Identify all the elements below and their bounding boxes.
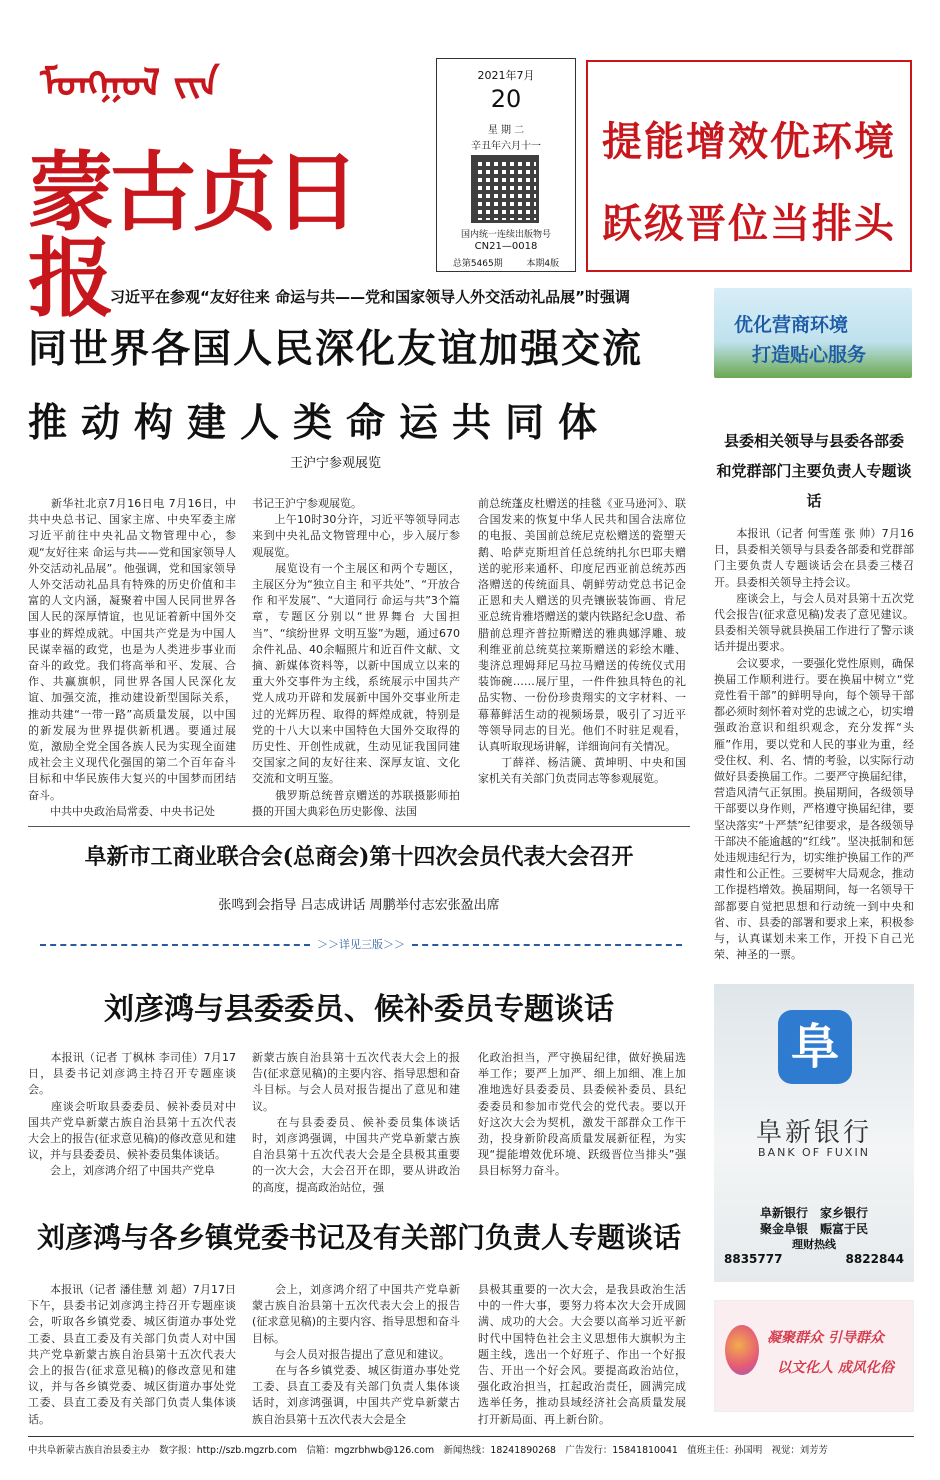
cn-number: CN21—0018	[474, 241, 538, 252]
date-day: 20	[490, 85, 522, 113]
story3-column-1: 本报讯（记者 丁枫林 李司佳）7月17日，县委书记刘彦鸿主持召开专题座谈会。 座谈会听取县委委员、候补委员对中国共产党阜新蒙古族自治县第十五次代表大会上的报告(征求意见稿)的修改意见和建议，并与县委委员、候补委员集体谈话。 会上，刘彦鸿介绍了中国共产党阜	[28, 1051, 236, 1178]
business-env-banner	[714, 288, 912, 378]
story4-column-2: 会上，刘彦鸿介绍了中国共产党阜新蒙古族自治县第十五次代表大会上的报告(征求意见稿)的主要内容、指导思想和奋斗目标。 与会人员对报告提出了意见和建议。 在与各乡镇党委、城区街道办事处党工委、县直工委及有关部门负责人集体谈话时，刘彦鸿强调，中国共产党阜新蒙古族自治县第十五次代表大会是全	[252, 1283, 460, 1426]
page-count: 本期4版	[526, 259, 560, 269]
slogan-box	[586, 60, 912, 272]
qr-code-icon	[471, 155, 539, 223]
bank-phone-2: 8822844	[845, 1252, 904, 1266]
issue-number: 总第5465期	[452, 259, 503, 269]
masthead-title: 蒙古贞日报	[28, 142, 356, 329]
sidebar-headline-1: 县委相关领导与县委各部委	[723, 432, 904, 450]
story2-headline: 阜新市工商业联合会(总商会)第十四次会员代表大会召开	[84, 844, 634, 870]
divider	[40, 944, 310, 946]
slogan-line-1: 提能增效优环境	[602, 118, 896, 165]
date-weekday: 星 期 二	[487, 125, 525, 136]
lead-headline-1: 同世界各国人民深化友谊加强交流	[28, 327, 644, 372]
banner-line-2: 打造贴心服务	[752, 344, 867, 366]
civic-slogan-2: 以文化人 成风化俗	[777, 1360, 894, 1376]
masthead-mongolian: ᠮᠣᠩᠭᠣᠯ ᠵᠢᠨ	[40, 60, 220, 105]
story3-headline: 刘彦鸿与县委委员、候补委员专题谈话	[104, 992, 614, 1027]
divider	[28, 826, 690, 827]
bank-phone-1: 8835777	[724, 1252, 783, 1266]
bank-hotline-label: 理财热线	[792, 1238, 836, 1251]
story4-headline: 刘彦鸿与各乡镇党委书记及有关部门负责人专题谈话	[36, 1221, 681, 1254]
lead-kicker: 习近平在参观“友好往来 命运与共——党和国家领导人外交活动礼品展”时强调	[110, 288, 630, 306]
issn-label: 国内统一连续出版物号	[460, 230, 551, 240]
divider	[412, 944, 682, 946]
bank-name: 阜新银行	[755, 1118, 872, 1148]
story2-subhead: 张鸣到会指导 吕志成讲话 周鹏举付志宏张盈出席	[218, 898, 500, 913]
footer-divider	[28, 1436, 914, 1437]
slogan-line-2: 跃级晋位当排头	[602, 200, 896, 247]
lead-headline-2: 推动构建人类命运共同体	[28, 401, 612, 446]
bank-hotlines	[724, 1252, 904, 1266]
date-year-month: 2021年7月	[477, 69, 535, 82]
lead-column-3: 前总统蓬皮杜赠送的挂毯《亚马逊河》、联合国发来的恢复中华人民共和国合法席位的电报、美国前总统尼克松赠送的瓷塑天鹅、哈萨克斯坦首任总统纳扎尔巴耶夫赠送的驼形来通杯、印度尼西亚前总统苏西洛赠送的传统面具、朝鲜劳动党总书记金正恩和夫人赠送的贝壳镶嵌装饰画、肯尼亚总统肯雅塔赠送的蒙内铁路纪念U盘、希腊前总理齐普拉斯赠送的雅典娜浮雕、玻利维亚前总统莫拉莱斯赠送的彩绘木雕、斐济总理姆拜尼马拉马赠送的传统仪式用装饰碗……展厅里，一件件独具特色的礼品实物、一份份珍贵翔实的文字材料、一幕幕鲜活生动的视频场景，吸引了习近平等领导同志的目光。他们不时驻足观看，认真听取现场讲解，详细询问有关情况。 丁薛祥、杨洁篪、黄坤明、中央和国家机关有关部门负责同志等参观展览。	[478, 497, 686, 786]
civic-slogan-1: 凝聚群众 引导群众	[767, 1330, 884, 1346]
issue-info	[441, 256, 571, 269]
sidebar-headline	[714, 426, 914, 516]
lead-subhead: 王沪宁参观展览	[290, 456, 382, 471]
civic-logo-icon	[725, 1325, 759, 1375]
see-page-three-link[interactable]: ＞＞详见三版＞＞	[317, 938, 405, 951]
story4-column-1: 本报讯（记者 潘佳慧 刘 超）7月17日下午，县委书记刘彦鸿主持召开专题座谈会，听取各乡镇党委、城区街道办事处党工委、县直工委及有关部门负责人对中国共产党阜新蒙古族自治县第十五次代表大会上的报告(征求意见稿)的修改意见和建议，并与各乡镇党委、城区街道办事处党工委、县直工委及有关部门负责人集体谈话。	[28, 1283, 236, 1426]
bank-tagline-1: 阜新银行 家乡银行	[759, 1206, 868, 1220]
bank-tagline-2: 聚金阜银 赈富于民	[759, 1222, 868, 1236]
civic-advertisement	[714, 1300, 914, 1412]
bank-advertisement	[714, 984, 914, 1282]
date-lunar: 辛丑年六月十一	[471, 141, 541, 152]
bank-logo-icon: 阜	[778, 1010, 852, 1084]
sidebar-body: 本报讯（记者 何雪莲 张 帅）7月16日，县委相关领导与县委各部委和党群部门主要负责人专题谈话会在县委三楼召开。县委相关领导主持会议。 座谈会上，与会人员对县第十五次党代会报告(征求意见稿)发表了意见建议。县委相关领导就县换届工作进行了警示谈话并提出要求。 会议要求，一要强化党性原则，确保换届工作顺利进行。要在换届中树立“党竞性看干部”的鲜明导向，每个领导干部都必须时刻怀着对党的忠诚之心，切实增强政治意识和组织观念，充分发挥“头雁”作用，要以党和人民的事业为重，经受住权、利、名、情的考验，以实际行动做好县委换届工作。二要严守换届纪律，营造风清气正氛围。换届期间，各级领导干部要以身作则，严格遵守换届纪律，要坚决落实“十严禁”纪律要求，是各级领导干部决不能逾越的“红线”。坚决抵制和惩处违规违纪行为，切实维护换届工作的严肃性和公正性。三要树牢大局观念，推动工作提档增效。换届期间，每一名领导干部都要自觉把思想和行动统一到中央和省、市、县委的部署和要求上来，积极参与，认真谋划未来工作，开投下自己光荣、神圣的一票。	[714, 527, 914, 962]
banner-line-1: 优化营商环境	[734, 314, 849, 336]
story4-column-3: 县极其重要的一次大会，是我县政治生活中的一件大事，要努力将本次大会开成圆满、成功的大会。大会要以高举习近平新时代中国特色社会主义思想伟大旗帜为主题主线，选出一个好班子、作出一个好报告、开出一个好会风。要提高政治站位，强化政治担当，扛起政治责任，圆满完成选举任务，推动县域经济社会高质量发展打开新局面、再上新台阶。	[478, 1283, 686, 1426]
date-box	[436, 58, 576, 272]
lead-column-1: 新华社北京7月16日电 7月16日，中共中央总书记、国家主席、中央军委主席习近平前往中央礼品文物管理中心，参观“友好往来 命运与共——党和国家领导人外交活动礼品展”。他强调，党和国家领导人外交活动礼品具有特殊的历史价值和丰富的人文内涵，凝聚着中国人民同世界各国人民的深厚情谊，也见证着新中国外交事业的辉煌成就。中国共产党是为中国人民谋幸福的政党，也是为人类进步事业而奋斗的政党。我们将高举和平、发展、合作、共赢旗帜，同世界各国人民深化友谊、加强交流，推动建设新型国际关系，推动共建“一带一路”高质量发展，以中国的新发展为世界提供新机遇。要通过展览，激励全党全国各族人民为实现全面建成社会主义现代化强国的第二个百年奋斗目标和中华民族伟大复兴的中国梦而团结奋斗。 中共中央政治局常委、中央书记处	[28, 497, 236, 818]
story3-column-2: 新蒙古族自治县第十五次代表大会上的报告(征求意见稿)的主要内容、指导思想和奋斗目标。与会人员对报告提出了意见和建议。 在与县委委员、候补委员集体谈话时，刘彦鸿强调，中国共产党阜新蒙古族自治县第十五次代表大会是全县极其重要的一次大会，大会召开在即，要从讲政治的高度，提高政治站位，强	[252, 1051, 460, 1194]
lead-column-2: 书记王沪宁参观展览。 上午10时30分许，习近平等领导同志来到中央礼品文物管理中心，步入展厅参观展览。 展览设有一个主展区和两个专题区，主展区分为“独立自主 和平共处”、“开放合作 和平发展”、“大道同行 命运与共”3个篇章，专题区分别以“世界舞台 大国担当”、“缤纷世界 文明互鉴”为题，通过670余件礼品、40余幅照片和近百件文献、文摘、新媒体资料等，以新中国成立以来的重大外交事件为主线，系统展示中国共产党人成功开辟和发展新中国外交事业所走过的光辉历程、取得的辉煌成就，特别是党的十八大以来中国特色大国外交取得的历史性、开创性成就，生动见证我国同建交国家之间的友好往来、深厚友谊、文化交流和文明互鉴。 俄罗斯总统普京赠送的苏联摄影师拍摄的开国大典彩色历史影像、法国	[252, 497, 460, 818]
sidebar-headline-2: 和党群部门主要负责人专题谈话	[716, 462, 912, 510]
bank-english-name: BANK OF FUXIN	[758, 1146, 870, 1159]
footer-info: 中共阜新蒙古族自治县委主办 数字报：http://szb.mgzrb.com 信箱：mgzrbhwb@126.com 新闻热线：18241890268 广告发行：15841810041 值班主任：孙国明 视觉：刘芳芳	[28, 1445, 828, 1456]
story3-column-3: 化政治担当，严守换届纪律，做好换届选举工作；要严上加严、细上加细、准上加准地选好县委委员、县委候补委员、县纪委委员和参加市党代会的党代表。要以开好这次大会为契机，激发干部群众工作干劲，投身新阶段高质量发展新征程，为实现“提能增效优环境、跃级晋位当排头”强县目标努力奋斗。	[478, 1051, 686, 1178]
